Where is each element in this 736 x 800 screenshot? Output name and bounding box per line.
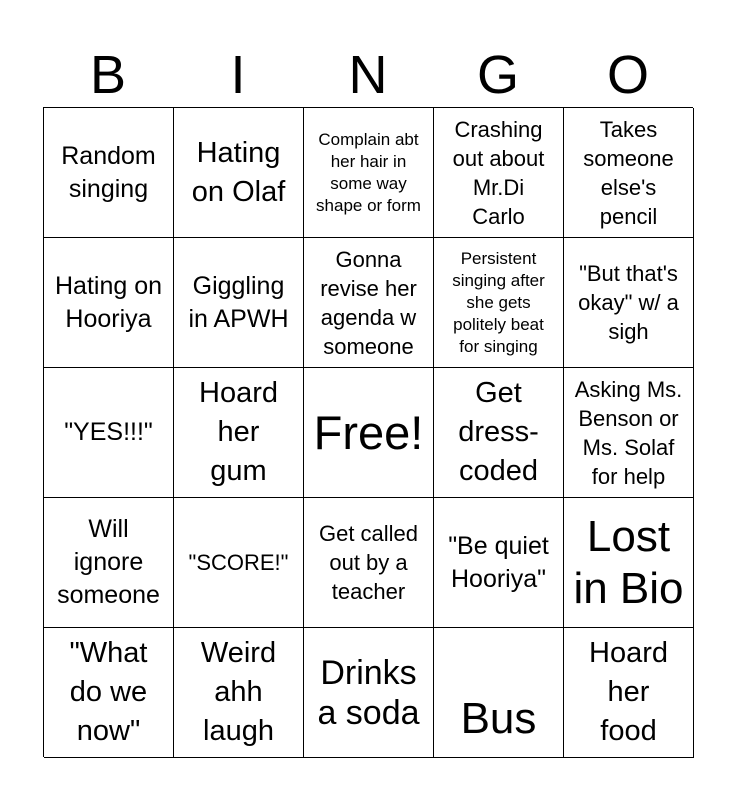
cell-text: Gonna revise her agenda w someone bbox=[320, 246, 417, 359]
cell-text: "Be quiet Hooriya" bbox=[448, 531, 549, 593]
bingo-cell[interactable] bbox=[434, 368, 564, 498]
cell-text: Complain abt her hair in some way shape or form bbox=[316, 129, 421, 215]
bingo-cell[interactable] bbox=[564, 628, 694, 758]
cell-text: Will ignore someone bbox=[57, 515, 160, 609]
bingo-cell[interactable] bbox=[434, 498, 564, 628]
header-letter-o: O bbox=[606, 45, 649, 105]
cell-text: Takes someone else's pencil bbox=[583, 116, 674, 229]
free-space-cell[interactable] bbox=[304, 368, 434, 498]
header-letter-n: N bbox=[348, 45, 388, 105]
cell-text: Giggling in APWH bbox=[188, 271, 289, 333]
cell-text: Hoard her gum bbox=[199, 377, 278, 487]
cell-text: "YES!!!" bbox=[64, 418, 153, 446]
bingo-cell[interactable] bbox=[304, 108, 434, 238]
header-letter-b: B bbox=[89, 45, 127, 105]
bingo-cell[interactable] bbox=[44, 108, 174, 238]
cell-text: "What do we now" bbox=[69, 637, 148, 747]
cell-text: Random singing bbox=[61, 141, 156, 203]
bingo-cell[interactable] bbox=[174, 238, 304, 368]
bingo-cell[interactable] bbox=[564, 238, 694, 368]
cell-text: Get dress-coded bbox=[458, 377, 539, 487]
cell-text: Persistent singing after she gets politely beat for singing bbox=[452, 248, 545, 356]
cell-text: Lost in Bio bbox=[573, 511, 684, 613]
bingo-cell[interactable] bbox=[174, 108, 304, 238]
bingo-cell[interactable] bbox=[564, 498, 694, 628]
bingo-cell[interactable] bbox=[434, 108, 564, 238]
cell-text: Hoard her food bbox=[589, 637, 668, 747]
bingo-cell[interactable] bbox=[434, 628, 564, 758]
header-letter-g: G bbox=[476, 45, 519, 105]
bingo-cell[interactable] bbox=[564, 368, 694, 498]
header-letter-i: I bbox=[230, 45, 246, 105]
bingo-header bbox=[43, 44, 693, 106]
cell-text: Asking Ms. Benson or Ms. Solaf for help bbox=[574, 376, 683, 489]
bingo-cell[interactable] bbox=[434, 238, 564, 368]
bingo-cell[interactable] bbox=[174, 368, 304, 498]
bingo-cell[interactable] bbox=[304, 628, 434, 758]
bingo-cell[interactable] bbox=[174, 498, 304, 628]
cell-text: Bus bbox=[460, 694, 537, 743]
bingo-cell[interactable] bbox=[44, 368, 174, 498]
cell-text: Crashing out about Mr.Di Carlo bbox=[452, 116, 545, 229]
bingo-board bbox=[43, 107, 693, 757]
cell-text: Drinks a soda bbox=[317, 653, 420, 732]
bingo-cell[interactable] bbox=[564, 108, 694, 238]
cell-text: Weird ahh laugh bbox=[200, 637, 277, 747]
bingo-cell[interactable] bbox=[174, 628, 304, 758]
cell-text: Get called out by a teacher bbox=[318, 521, 419, 604]
cell-text: "SCORE!" bbox=[188, 550, 289, 575]
bingo-cell[interactable] bbox=[304, 498, 434, 628]
bingo-cell[interactable] bbox=[304, 238, 434, 368]
cell-text: Hating on Hooriya bbox=[54, 271, 163, 333]
free-space-label: Free! bbox=[313, 405, 424, 459]
bingo-cell[interactable] bbox=[44, 238, 174, 368]
bingo-cell[interactable] bbox=[44, 628, 174, 758]
bingo-cell[interactable] bbox=[44, 498, 174, 628]
cell-text: Hating on Olaf bbox=[191, 136, 286, 208]
cell-text: "But that's okay" w/ a sigh bbox=[578, 261, 679, 344]
